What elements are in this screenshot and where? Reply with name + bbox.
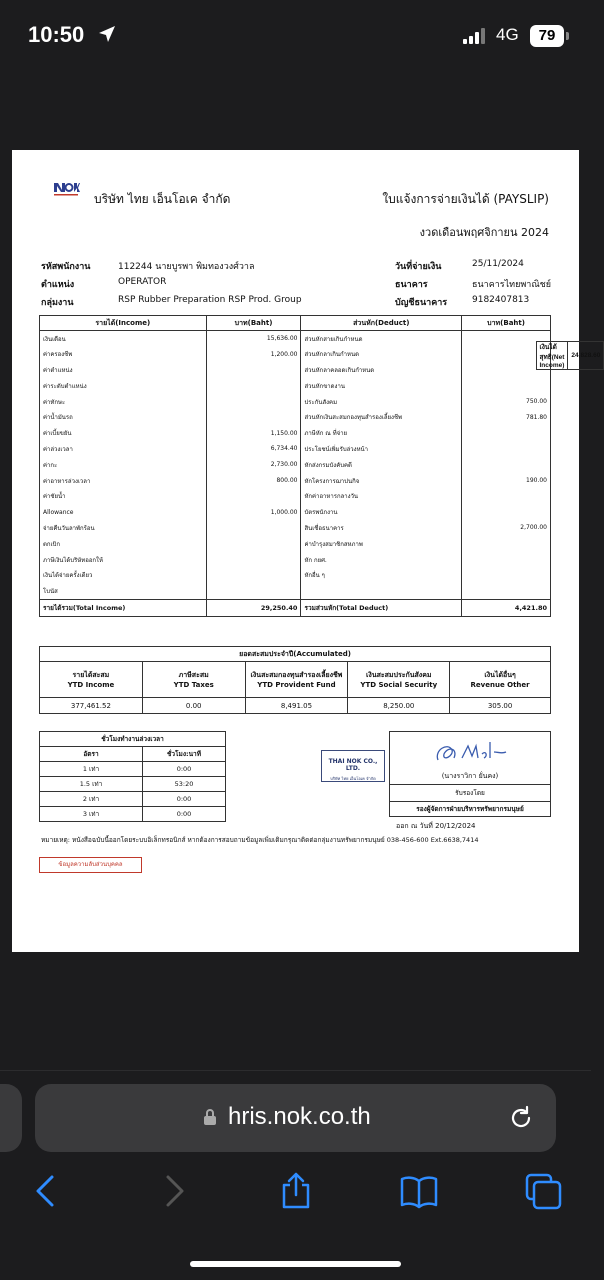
table-row xyxy=(40,441,551,457)
table-row xyxy=(40,583,551,599)
reload-icon[interactable] xyxy=(508,1105,534,1131)
total-income-value: 29,250.40 xyxy=(206,599,301,616)
confirm-label: รับรองโดย xyxy=(455,789,485,797)
deduct-item: หักค่าอาหารกลางวัน xyxy=(301,488,462,504)
account-label: บัญชีธนาคาร xyxy=(395,298,448,308)
pay-date-label: วันที่จ่ายเงิน xyxy=(395,262,442,272)
revenue-other-header: เงินได้อื่นๆ Revenue Other xyxy=(450,662,551,698)
ot-hours: 0:00 xyxy=(143,762,226,777)
ot-rate: 2 เท่า xyxy=(40,792,143,807)
income-amount xyxy=(206,394,301,410)
deduct-item: ประกันสังคม xyxy=(301,394,462,410)
url-text[interactable]: hris.nok.co.th xyxy=(228,1103,371,1130)
table-row xyxy=(40,552,551,568)
deduct-amount xyxy=(462,583,551,599)
ot-rate: 3 เท่า xyxy=(40,807,143,822)
table-row xyxy=(40,792,226,807)
signature-box xyxy=(389,731,551,817)
income-item: ค่าล่วงเวลา xyxy=(40,441,207,457)
table-row xyxy=(40,362,551,378)
payslip-title: ใบแจ้งการจ่ายเงินได้ (PAYSLIP) xyxy=(382,192,549,206)
deduct-amount xyxy=(462,378,551,394)
tabs-icon[interactable] xyxy=(523,1171,563,1211)
income-item: ค่าระดับตำแหน่ง xyxy=(40,378,207,394)
income-amount xyxy=(206,409,301,425)
table-row xyxy=(40,807,226,822)
ytd-social-value: 8,250.00 xyxy=(348,698,450,714)
income-item: ค่าทักษะ xyxy=(40,394,207,410)
bank-value: ธนาคารไทยพาณิชย์ xyxy=(472,280,552,290)
ytd-taxes-value: 0.00 xyxy=(142,698,245,714)
privacy-badge: ข้อมูลความลับส่วนบุคคล xyxy=(39,857,142,873)
total-deduct-label: รวมส่วนหัก(Total Deduct) xyxy=(301,599,462,616)
ytd-provident-value: 8,491.05 xyxy=(245,698,348,714)
deduct-item: ส่วนหักเงินสะสมกองทุนสำรองเลี้ยงชีพ xyxy=(301,409,462,425)
income-amount xyxy=(206,583,301,599)
signer-name: (นางราวิกา ยั่นคง) xyxy=(441,772,499,780)
accumulated-table xyxy=(39,646,551,714)
divider xyxy=(390,801,550,802)
table-row xyxy=(40,473,551,489)
total-row xyxy=(40,599,551,616)
income-amount: 1,200.00 xyxy=(206,346,301,362)
deduct-amount xyxy=(462,425,551,441)
income-amount: 800.00 xyxy=(206,473,301,489)
deduct-item: ส่วนหักลาคลอดเกินกำหนด xyxy=(301,362,462,378)
revenue-other-value: 305.00 xyxy=(450,698,551,714)
deduct-item: ส่วนหักขาดงาน xyxy=(301,378,462,394)
emp-id-value: 112244 นายบูรพา พิมทองวงศ์วาล xyxy=(118,262,255,272)
ytd-income-value: 377,461.52 xyxy=(40,698,143,714)
table-row xyxy=(40,346,551,362)
income-item: เงินได้จ่ายครั้งเดียว xyxy=(40,567,207,583)
income-header: รายได้(Income) xyxy=(40,316,207,331)
income-item: เงินเดือน xyxy=(40,331,207,347)
deduct-item: หักโครงการฌาปนกิจ xyxy=(301,473,462,489)
table-row xyxy=(40,777,226,792)
status-time: 10:50 xyxy=(28,22,85,47)
table-row xyxy=(40,457,551,473)
ot-rate: 1.5 เท่า xyxy=(40,777,143,792)
status-bar xyxy=(0,0,591,70)
position-label: ตำแหน่ง xyxy=(41,280,75,290)
deduct-item: ประโยชน์เพิ่มรับล่วงหน้า xyxy=(301,441,462,457)
deduct-amount xyxy=(462,567,551,583)
income-item: ภาษีเงินได้บริษัทออกให้ xyxy=(40,552,207,568)
company-name: บริษัท ไทย เอ็นโอเค จำกัด xyxy=(94,192,231,206)
ot-hours: 53:20 xyxy=(143,777,226,792)
deduct-amount xyxy=(462,552,551,568)
table-row xyxy=(40,536,551,552)
ytd-income-header: รายได้สะสม YTD Income xyxy=(40,662,143,698)
bank-label: ธนาคาร xyxy=(395,280,428,290)
table-row xyxy=(40,394,551,410)
deduct-amount xyxy=(462,457,551,473)
income-amount xyxy=(206,567,301,583)
ot-hours: 0:00 xyxy=(143,807,226,822)
payslip-document xyxy=(12,150,601,952)
net-row xyxy=(536,341,604,370)
deduct-baht-header: บาท(Baht) xyxy=(462,316,551,331)
signature-icon xyxy=(428,738,508,768)
deduct-item: ภาษีหัก ณ ที่จ่าย xyxy=(301,425,462,441)
deduct-amount xyxy=(462,504,551,520)
browser-toolbar xyxy=(0,1070,591,1280)
home-indicator xyxy=(190,1261,401,1267)
total-deduct-value: 4,421.80 xyxy=(462,599,551,616)
income-item: ค่าชัยน้ำ xyxy=(40,488,207,504)
income-amount: 15,636.00 xyxy=(206,331,301,347)
income-item: ค่ากะ xyxy=(40,457,207,473)
company-logo-icon xyxy=(52,180,80,198)
deduct-item: หักส่งกรมบังคับคดี xyxy=(301,457,462,473)
issued-date: ออก ณ วันที่ 20/12/2024 xyxy=(396,822,476,830)
bookmarks-icon[interactable] xyxy=(399,1171,439,1211)
deduct-item: บัตรพนักงาน xyxy=(301,504,462,520)
ytd-taxes-header: ภาษีสะสม YTD Taxes xyxy=(142,662,245,698)
table-row xyxy=(40,409,551,425)
pay-period: งวดเดือนพฤศจิกายน 2024 xyxy=(419,226,549,239)
table-row xyxy=(40,762,226,777)
table-row xyxy=(40,567,551,583)
income-amount: 2,730.00 xyxy=(206,457,301,473)
account-value: 9182407813 xyxy=(472,295,530,305)
income-amount: 1,000.00 xyxy=(206,504,301,520)
battery-icon: 79 xyxy=(530,25,564,47)
income-item: Allowance xyxy=(40,504,207,520)
deduct-item: หัก กยศ. xyxy=(301,552,462,568)
income-item: ค่าน้ำมันรถ xyxy=(40,409,207,425)
deduct-header: ส่วนหัก(Deduct) xyxy=(301,316,462,331)
income-item: โบนัส xyxy=(40,583,207,599)
signal-icon xyxy=(463,28,489,44)
network-type: 4G xyxy=(496,25,519,44)
total-income-label: รายได้รวม(Total Income) xyxy=(40,599,207,616)
ot-hours: 0:00 xyxy=(143,792,226,807)
income-item: จ่ายคืนวันลาพักร้อน xyxy=(40,520,207,536)
income-amount xyxy=(206,520,301,536)
income-amount: 6,734.40 xyxy=(206,441,301,457)
table-row xyxy=(40,425,551,441)
ot-title: ชั่วโมงทำงานล่วงเวลา xyxy=(40,732,226,747)
income-item: ค่าตำแหน่ง xyxy=(40,362,207,378)
divider xyxy=(390,784,550,785)
income-amount xyxy=(206,488,301,504)
deduct-item: ส่วนหักลาเกินกำหนด xyxy=(301,346,462,362)
income-amount: 1,150.00 xyxy=(206,425,301,441)
income-item: ค่าเบี้ยขยัน xyxy=(40,425,207,441)
table-row xyxy=(40,520,551,536)
group-value: RSP Rubber Preparation RSP Prod. Group xyxy=(118,295,302,305)
ot-rate-header: อัตรา xyxy=(40,747,143,762)
deduct-amount xyxy=(462,488,551,504)
table-row xyxy=(40,378,551,394)
deduct-amount: 750.00 xyxy=(462,394,551,410)
deduct-amount: 781.80 xyxy=(462,409,551,425)
position-value: OPERATOR xyxy=(118,277,167,287)
deduct-item: ค่าบำรุงสมาชิกสหภาพ xyxy=(301,536,462,552)
ytd-social-header: เงินสะสมประกันสังคม YTD Social Security xyxy=(348,662,450,698)
income-deduct-table xyxy=(39,315,601,617)
ytd-provident-header: เงินสะสมกองทุนสำรองเลี้ยงชีพ YTD Provident Fund xyxy=(245,662,348,698)
net-income-label: เงินได้สุทธิ(Net Income) xyxy=(536,341,568,369)
table-row xyxy=(40,488,551,504)
income-item: ค่าครองชีพ xyxy=(40,346,207,362)
income-baht-header: บาท(Baht) xyxy=(206,316,301,331)
deduct-amount xyxy=(462,441,551,457)
income-amount xyxy=(206,378,301,394)
group-label: กลุ่มงาน xyxy=(41,298,74,308)
income-item: ตกเบิก xyxy=(40,536,207,552)
overtime-table xyxy=(39,731,226,822)
deduct-item: หักอื่น ๆ xyxy=(301,567,462,583)
forward-icon[interactable] xyxy=(154,1171,194,1211)
deduct-amount: 190.00 xyxy=(462,473,551,489)
emp-id-label: รหัสพนักงาน xyxy=(41,262,91,272)
table-row xyxy=(40,331,551,347)
deduct-amount xyxy=(462,536,551,552)
accum-title: ยอดสะสมประจำปี(Accumulated) xyxy=(40,647,551,662)
deduct-item: ส่วนหักสายเกินกำหนด xyxy=(301,331,462,347)
deduct-item: สินเชื่อธนาคาร xyxy=(301,520,462,536)
table-row xyxy=(40,504,551,520)
battery-tip xyxy=(566,32,569,40)
signer-role: รองผู้จัดการฝ่ายบริหารทรัพยากรมนุษย์ xyxy=(416,805,524,813)
back-icon[interactable] xyxy=(26,1171,66,1211)
income-amount xyxy=(206,552,301,568)
pay-date-value: 25/11/2024 xyxy=(472,259,524,269)
deduct-amount: 2,700.00 xyxy=(462,520,551,536)
location-arrow-icon xyxy=(97,24,117,44)
share-icon[interactable] xyxy=(276,1171,316,1211)
footnote: หมายเหตุ: หนังสือฉบับนี้ออกโดยระบบอิเล็กทรอนิกส์ หากต้องการสอบถามข้อมูลเพิ่มเติมกรุณาติดต่อกลุ่มงานทรัพยากรมนุษย์ 038-456-600 Ext.6638,7414 xyxy=(41,836,479,844)
company-stamp: THAI NOK CO., LTD. บริษัท ไทย เอ็นโอเค จำกัด xyxy=(321,750,385,782)
lock-icon xyxy=(203,1108,217,1126)
income-item: ค่าอาหารล่วงเวลา xyxy=(40,473,207,489)
income-amount xyxy=(206,536,301,552)
income-amount xyxy=(206,362,301,378)
ot-rate: 1 เท่า xyxy=(40,762,143,777)
previous-tab-preview[interactable] xyxy=(0,1084,22,1152)
deduct-item xyxy=(301,583,462,599)
net-income-value: 24,828.60 xyxy=(568,341,604,369)
ot-hours-header: ชั่วโมง:นาที xyxy=(143,747,226,762)
